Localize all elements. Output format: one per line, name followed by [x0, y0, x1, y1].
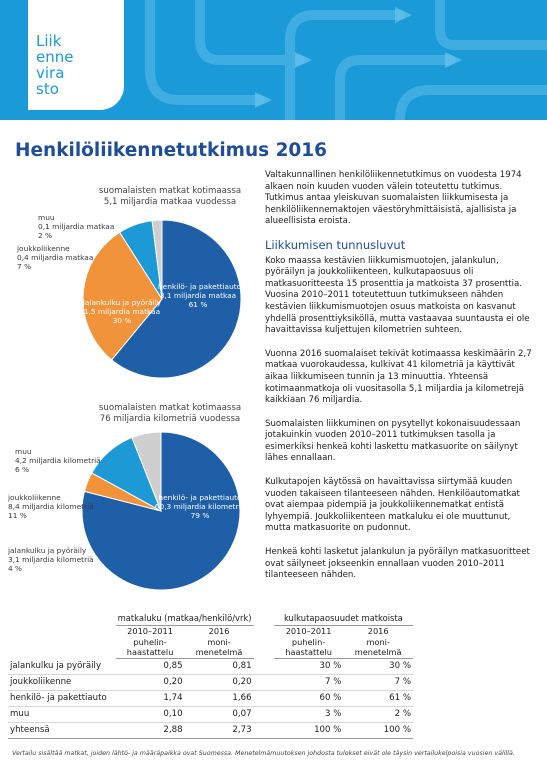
logo-line: Liik: [36, 32, 62, 50]
slice-percent: 7 %: [17, 262, 32, 271]
table-row: [8, 674, 413, 690]
table-sub-header: 2016: [367, 625, 389, 636]
slice-value: 0,1 miljardia matkaa: [38, 222, 115, 231]
header-banner: [0, 0, 547, 120]
table-cell: 0,10: [116, 706, 185, 722]
body-paragraph: Suomalaisten liikkuminen on pysytellyt kokonaisuudessaan jotakuinkin vuoden 2010–2011 tutkimuksen tasolla ja esimerkiksi henkeä kohti laskettu matkasuorite on säilynyt lähes ennallaan.: [265, 418, 521, 464]
table-cell: 1,74: [116, 690, 185, 706]
logo-line: sto: [36, 80, 59, 98]
table-cell: 0,20: [185, 674, 254, 690]
pie2-label-walk: [8, 546, 94, 573]
table-cell: 30 %: [274, 658, 344, 674]
slice-percent: 2 %: [38, 231, 53, 240]
table-sub-header: 2010–2011: [127, 625, 173, 636]
row-label: jalankulku ja pyöräily: [8, 658, 116, 674]
slice-percent: 79 %: [190, 511, 210, 520]
row-label: henkilö- ja pakettiauto: [8, 690, 116, 706]
table-sub-header: puhelin-: [133, 636, 167, 647]
table-cell: 0,81: [185, 658, 254, 674]
table-sub-header: menetelmä: [185, 647, 254, 658]
pie1-label-transit: [17, 244, 93, 271]
pie1-title-line: 5,1 miljardia matkaa vuodessa: [103, 197, 237, 207]
pie2-label-other: [15, 447, 101, 474]
comparison-table: [8, 612, 413, 739]
slice-value: 60,3 miljardia kilometriä: [154, 502, 246, 511]
table-cell: 100 %: [343, 722, 413, 738]
table-cell: 2,88: [116, 722, 185, 738]
table-cell: 0,85: [116, 658, 185, 674]
slice-name: jalankulku ja pyöräily: [82, 298, 162, 307]
slice-name: muu: [38, 213, 55, 222]
table-row: [8, 706, 413, 722]
table-sub-header: haastattelu: [274, 647, 344, 658]
table-cell: 0,07: [185, 706, 254, 722]
footnote: Vertailu sisältää matkat, joiden lähtö- ja määräpaikka ovat Suomessa. Menetelmämuutoksen johdosta tulokset eivät ole täysin vertailukelpoisia vuosien välillä.: [12, 750, 515, 757]
intro-paragraph: Valtakunnallinen henkilöliikennetutkimus on vuodesta 1974 alkaen noin kuuden vuoden välein toteutettu tutkimus. Tutkimus antaa yleiskuvan suomalaisten liikkumisesta ja henkilöliikennemaktojen väestöryhmittäisistä, ajallisista ja alueellisista eroista.: [265, 170, 522, 227]
slice-name: joukkoliikenne: [8, 493, 61, 502]
slice-value: 3,1 miljardia matkaa: [159, 291, 237, 300]
table-cell: 2 %: [343, 706, 413, 722]
table-cell: 1,66: [185, 690, 254, 706]
slice-name: henkilö- ja pakettiauto: [158, 493, 242, 502]
table-total-row: [8, 722, 413, 738]
pie2-label-car: [150, 493, 250, 520]
body-paragraph: Vuonna 2016 suomalaiset tekivät kotimaassa keskimäärin 2,7 matkaa vuorokaudessa, kulkivat 41 kilometriä ja käyttivät aikaa liikkumiseen tunnin ja 13 minuuttia. Yhteensä kotimaanmatkoja oli vuositasolla 5,1 miljardia ja kilometrejä kaikkiaan 76 miljardia.: [265, 348, 532, 406]
slice-value: 0,4 miljardia matkaa: [17, 253, 94, 262]
text-column: [265, 170, 535, 594]
section-heading: Liikkumisen tunnusluvut: [265, 237, 406, 252]
pie2-title-line: 76 miljardia kilometriä vuodessa: [99, 414, 241, 424]
logo-line: enne: [36, 48, 74, 66]
table-cell: 60 %: [274, 690, 344, 706]
pie1-title: [60, 186, 280, 208]
slice-percent: 6 %: [15, 465, 30, 474]
pie2-title: [60, 403, 280, 425]
slice-value: 3,1 miljardia kilometriä: [8, 555, 94, 564]
slice-value: 4,2 miljardia kilometriä: [15, 456, 101, 465]
pie1-label-walk: [82, 298, 162, 325]
table-row: [8, 658, 413, 674]
table-sub-header: puhelin-: [291, 636, 326, 647]
table-sub-header: 2016: [208, 625, 230, 636]
slice-value: 1,5 miljardia matkaa: [83, 307, 161, 316]
pie1-label-other: [38, 213, 114, 240]
row-label: joukkoliikenne: [8, 674, 116, 690]
table-cell: 61 %: [343, 690, 413, 706]
table-row: [8, 690, 413, 706]
body-paragraph: Henkeä kohti lasketut jalankulun ja pyöräilyn matkasuoritteet ovat säilyneet jokseenkin ennallaan vuoden 2010–2011 tilanteeseen nähden.: [265, 547, 530, 581]
slice-value: 8,4 miljardia kilometriä: [8, 502, 94, 511]
table-sub-header: 2010–2011: [285, 625, 332, 636]
table-sub-header: menetelmä: [343, 647, 413, 658]
table-sub-header: haastattelu: [116, 647, 185, 658]
slice-percent: 4 %: [8, 564, 23, 573]
table-cell: 30 %: [343, 658, 413, 674]
table-sub-header: moni-: [207, 636, 231, 647]
pie1-label-car: [158, 282, 242, 309]
logo-line: vira: [36, 64, 65, 82]
table-cell: 3 %: [274, 706, 344, 722]
slice-percent: 30 %: [112, 316, 132, 325]
slice-name: jalankulku ja pyöräily: [8, 546, 87, 555]
slice-name: muu: [15, 447, 32, 456]
table-group-header: matkaluku (matkaa/henkilö/vrk): [117, 613, 252, 624]
pie1-title-line: suomalaisten matkat kotimaassa: [98, 186, 242, 196]
page-title: Henkilöliikennetutkimus 2016: [15, 140, 328, 161]
slice-percent: 11 %: [8, 511, 27, 520]
slice-name: joukkoliikenne: [17, 244, 70, 253]
table-cell: 100 %: [274, 722, 344, 738]
body-paragraph: Koko maassa kestävien liikkumismuotojen, jalankulun, pyöräilyn ja joukkoliikenteen, kulkutapaosuus oli matkasuoritteesta 15 prosenttia ja matkoista 37 prosenttia. Vuosina 2010–2011 toteutettuun tutkimukseen nähden kestävien liikkumismuotojen osuus matkoista on kasvanut yhdellä prosenttiyksiköllä, mutta vastaavaa suuntausta ei ole havaittavissa kuljettujen kilometrien suhteen.: [265, 255, 530, 336]
body-paragraph: Kulkutapojen käytössä on havaittavissa siirtymää kuuden vuoden takaiseen tilanteeseen nähden. Henkilöautomatkat ovat aiempaa pidempiä ja joukkoliikennematkat entistä lyhyempiä. Joukkoliikenteen matkaluku ei ole muuttunut, mutta matkasuorite on pudonnut.: [265, 477, 520, 534]
pie2-title-line: suomalaisten matkat kotimaassa: [98, 403, 242, 413]
table-cell: 2,73: [185, 722, 254, 738]
table-sub-header: moni-: [366, 636, 390, 647]
table-cell: 0,20: [116, 674, 185, 690]
slice-name: henkilö- ja pakettiauto: [158, 282, 242, 291]
liikennevirasto-logo[interactable]: [36, 33, 73, 97]
table-cell: 7 %: [343, 674, 413, 690]
pie2-label-transit: [8, 493, 94, 520]
row-label: muu: [8, 706, 116, 722]
table-cell: 7 %: [274, 674, 344, 690]
row-label: yhteensä: [8, 722, 116, 738]
table-group-header: kulkutapaosuudet matkoista: [274, 612, 413, 625]
slice-percent: 61 %: [188, 300, 208, 309]
